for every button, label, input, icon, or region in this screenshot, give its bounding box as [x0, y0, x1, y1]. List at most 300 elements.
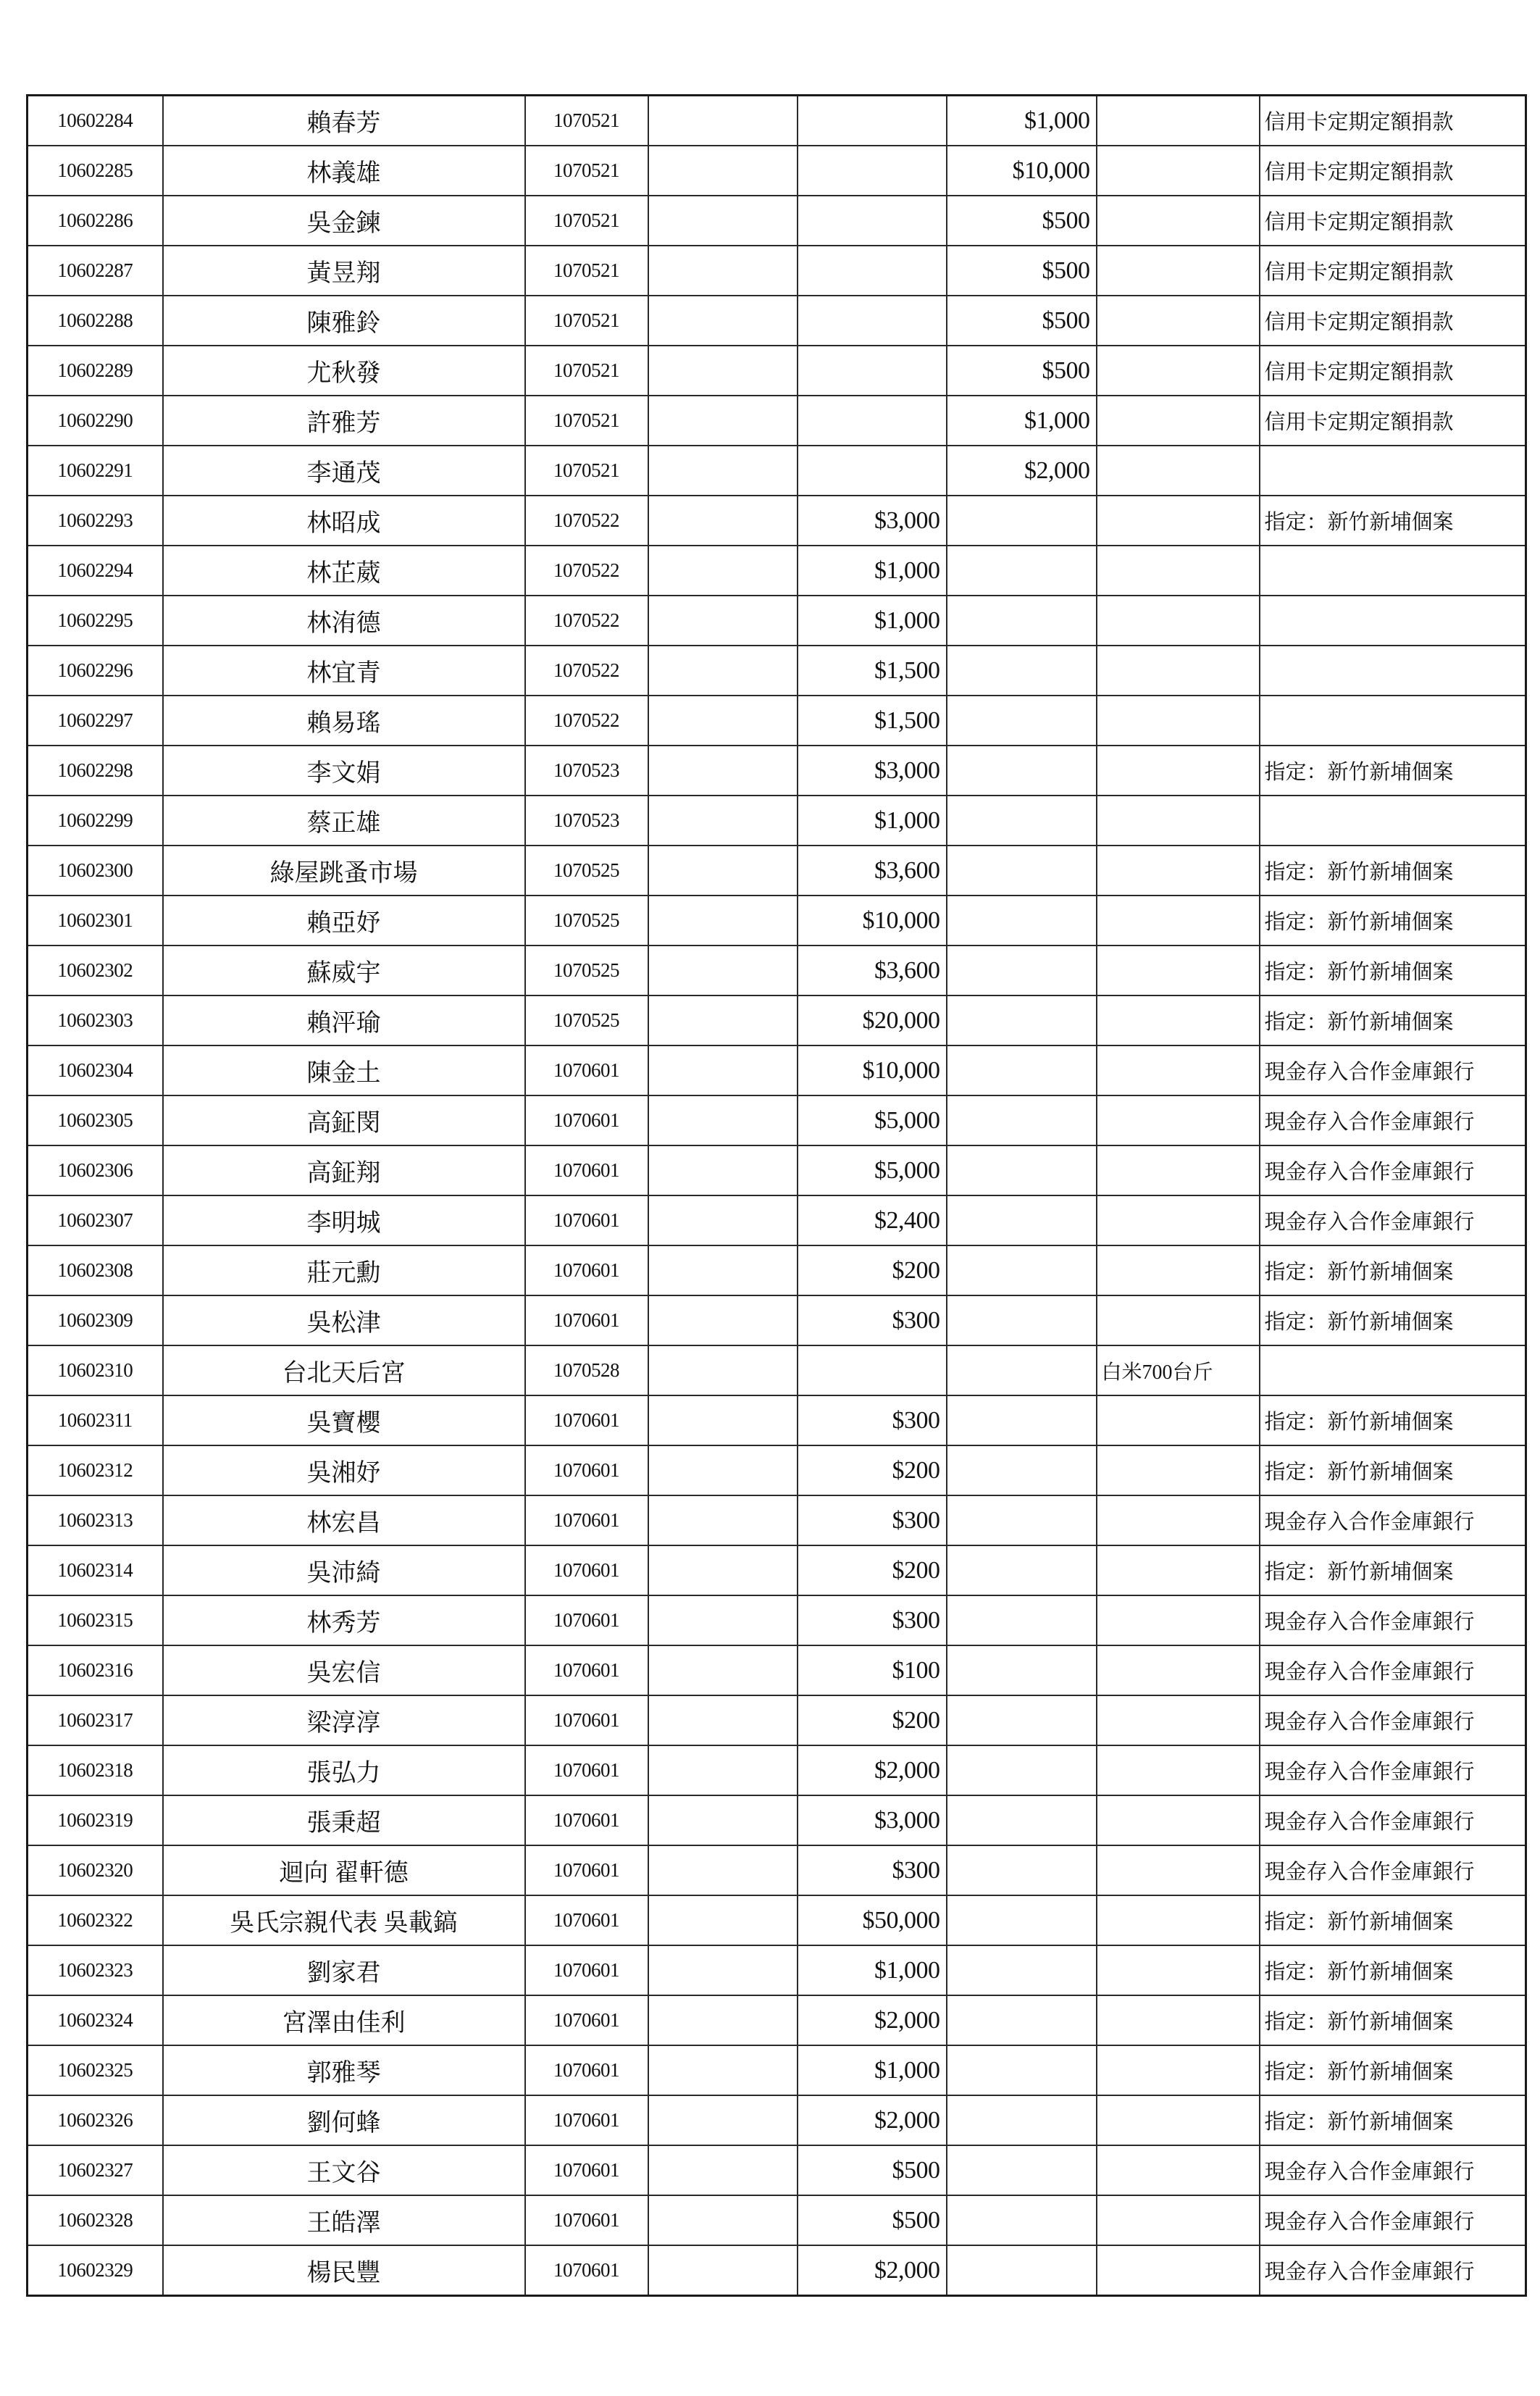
card-amount-cell: [947, 1445, 1097, 1495]
blank-cell: [648, 796, 798, 846]
amount-cell: $300: [798, 1845, 947, 1895]
donation-row: [28, 696, 1526, 746]
note-cell: 指定：新竹新埔個案: [1260, 1995, 1526, 2045]
card-amount-cell: [947, 546, 1097, 596]
in-kind-cell: [1097, 995, 1260, 1045]
card-amount-cell: [947, 1045, 1097, 1095]
donation-row: [28, 796, 1526, 846]
amount-cell: $3,600: [798, 846, 947, 896]
note-cell: 現金存入合作金庫銀行: [1260, 1795, 1526, 1845]
donor-name-cell: 宮澤由佳利: [163, 1995, 525, 2045]
card-amount-cell: [947, 2195, 1097, 2245]
donation-row: [28, 896, 1526, 946]
donor-id-cell: 10602291: [28, 446, 163, 496]
donor-id-cell: 10602310: [28, 1345, 163, 1395]
blank-cell: [648, 1995, 798, 2045]
blank-cell: [648, 1295, 798, 1345]
donation-date-cell: 1070601: [525, 1995, 648, 2045]
card-amount-cell: $1,000: [947, 396, 1097, 446]
card-amount-cell: [947, 1395, 1097, 1445]
donor-name-cell: 台北天后宮: [163, 1345, 525, 1395]
donor-id-cell: 10602322: [28, 1895, 163, 1945]
donor-id-cell: 10602304: [28, 1045, 163, 1095]
donor-name-cell: 林芷葳: [163, 546, 525, 596]
blank-cell: [648, 146, 798, 196]
note-cell: 現金存入合作金庫銀行: [1260, 1845, 1526, 1895]
donor-id-cell: 10602328: [28, 2195, 163, 2245]
donation-date-cell: 1070601: [525, 1445, 648, 1495]
card-amount-cell: [947, 2145, 1097, 2195]
amount-cell: $2,000: [798, 1995, 947, 2045]
note-cell: [1260, 696, 1526, 746]
amount-cell: $3,600: [798, 946, 947, 995]
note-cell: 現金存入合作金庫銀行: [1260, 1095, 1526, 1145]
donation-row: [28, 1545, 1526, 1595]
donation-row: [28, 146, 1526, 196]
card-amount-cell: [947, 2245, 1097, 2296]
donor-id-cell: 10602320: [28, 1845, 163, 1895]
blank-cell: [648, 196, 798, 246]
note-cell: 現金存入合作金庫銀行: [1260, 1145, 1526, 1195]
amount-cell: [798, 446, 947, 496]
donation-row: [28, 1095, 1526, 1145]
in-kind-cell: [1097, 1745, 1260, 1795]
in-kind-cell: [1097, 1595, 1260, 1645]
note-cell: [1260, 646, 1526, 696]
card-amount-cell: [947, 946, 1097, 995]
donor-name-cell: 尤秋發: [163, 346, 525, 396]
donor-id-cell: 10602299: [28, 796, 163, 846]
card-amount-cell: [947, 896, 1097, 946]
donation-row: [28, 1145, 1526, 1195]
blank-cell: [648, 1495, 798, 1545]
blank-cell: [648, 746, 798, 796]
in-kind-cell: [1097, 946, 1260, 995]
donor-name-cell: 賴春芳: [163, 96, 525, 146]
donation-date-cell: 1070601: [525, 1695, 648, 1745]
in-kind-cell: [1097, 1245, 1260, 1295]
blank-cell: [648, 2245, 798, 2296]
amount-cell: [798, 346, 947, 396]
donation-date-cell: 1070601: [525, 2195, 648, 2245]
blank-cell: [648, 1145, 798, 1195]
note-cell: 信用卡定期定額捐款: [1260, 146, 1526, 196]
card-amount-cell: [947, 995, 1097, 1045]
donation-date-cell: 1070521: [525, 196, 648, 246]
donation-row: [28, 1995, 1526, 2045]
in-kind-cell: [1097, 396, 1260, 446]
donor-name-cell: 張弘力: [163, 1745, 525, 1795]
in-kind-cell: [1097, 2245, 1260, 2296]
donation-row: [28, 246, 1526, 296]
blank-cell: [648, 396, 798, 446]
donation-date-cell: 1070521: [525, 246, 648, 296]
card-amount-cell: $1,000: [947, 96, 1097, 146]
donor-name-cell: 賴亞妤: [163, 896, 525, 946]
note-cell: 現金存入合作金庫銀行: [1260, 1645, 1526, 1695]
note-cell: 指定：新竹新埔個案: [1260, 2045, 1526, 2095]
blank-cell: [648, 1695, 798, 1745]
donor-id-cell: 10602293: [28, 496, 163, 546]
donation-row: [28, 2145, 1526, 2195]
amount-cell: $50,000: [798, 1895, 947, 1945]
donor-id-cell: 10602290: [28, 396, 163, 446]
donor-id-cell: 10602313: [28, 1495, 163, 1545]
blank-cell: [648, 96, 798, 146]
donor-id-cell: 10602305: [28, 1095, 163, 1145]
blank-cell: [648, 1445, 798, 1495]
note-cell: [1260, 596, 1526, 646]
card-amount-cell: $500: [947, 196, 1097, 246]
note-cell: 現金存入合作金庫銀行: [1260, 1695, 1526, 1745]
donor-name-cell: 賴泙瑜: [163, 995, 525, 1045]
donation-row: [28, 995, 1526, 1045]
note-cell: 現金存入合作金庫銀行: [1260, 2245, 1526, 2296]
donor-name-cell: 吳金鍊: [163, 196, 525, 246]
donor-id-cell: 10602329: [28, 2245, 163, 2296]
donation-date-cell: 1070521: [525, 296, 648, 346]
card-amount-cell: [947, 1795, 1097, 1845]
donor-name-cell: 陳雅鈴: [163, 296, 525, 346]
in-kind-cell: [1097, 796, 1260, 846]
donation-row: [28, 946, 1526, 995]
donor-name-cell: 張秉超: [163, 1795, 525, 1845]
note-cell: 指定：新竹新埔個案: [1260, 2095, 1526, 2145]
note-cell: 指定：新竹新埔個案: [1260, 946, 1526, 995]
amount-cell: $5,000: [798, 1095, 947, 1145]
amount-cell: $20,000: [798, 995, 947, 1045]
amount-cell: $2,000: [798, 2095, 947, 2145]
card-amount-cell: [947, 1095, 1097, 1145]
card-amount-cell: [947, 1245, 1097, 1295]
donation-row: [28, 646, 1526, 696]
donor-id-cell: 10602298: [28, 746, 163, 796]
donation-row: [28, 396, 1526, 446]
blank-cell: [648, 2045, 798, 2095]
donor-name-cell: 迴向 翟軒德: [163, 1845, 525, 1895]
blank-cell: [648, 296, 798, 346]
donation-date-cell: 1070601: [525, 1795, 648, 1845]
donor-id-cell: 10602309: [28, 1295, 163, 1345]
blank-cell: [648, 1845, 798, 1895]
note-cell: 現金存入合作金庫銀行: [1260, 1495, 1526, 1545]
note-cell: 現金存入合作金庫銀行: [1260, 1745, 1526, 1795]
donor-name-cell: 林宏昌: [163, 1495, 525, 1545]
donor-name-cell: 王文谷: [163, 2145, 525, 2195]
blank-cell: [648, 696, 798, 746]
donation-date-cell: 1070601: [525, 1745, 648, 1795]
blank-cell: [648, 2145, 798, 2195]
donation-date-cell: 1070601: [525, 1045, 648, 1095]
card-amount-cell: [947, 1345, 1097, 1395]
amount-cell: $3,000: [798, 496, 947, 546]
amount-cell: $2,400: [798, 1195, 947, 1245]
amount-cell: [798, 1345, 947, 1395]
card-amount-cell: [947, 1695, 1097, 1745]
donation-date-cell: 1070601: [525, 1495, 648, 1545]
card-amount-cell: [947, 1995, 1097, 2045]
donation-row: [28, 346, 1526, 396]
card-amount-cell: [947, 1895, 1097, 1945]
donation-row: [28, 746, 1526, 796]
in-kind-cell: [1097, 1795, 1260, 1845]
amount-cell: $100: [798, 1645, 947, 1695]
amount-cell: $1,000: [798, 596, 947, 646]
blank-cell: [648, 2095, 798, 2145]
blank-cell: [648, 1595, 798, 1645]
in-kind-cell: [1097, 1895, 1260, 1945]
donor-name-cell: 林宜青: [163, 646, 525, 696]
donation-row: [28, 596, 1526, 646]
donation-row: [28, 1845, 1526, 1895]
donation-date-cell: 1070601: [525, 1245, 648, 1295]
donor-name-cell: 高鉦閔: [163, 1095, 525, 1145]
donation-date-cell: 1070521: [525, 146, 648, 196]
donation-date-cell: 1070601: [525, 2145, 648, 2195]
card-amount-cell: $10,000: [947, 146, 1097, 196]
in-kind-cell: [1097, 246, 1260, 296]
donation-date-cell: 1070601: [525, 1945, 648, 1995]
amount-cell: [798, 196, 947, 246]
in-kind-cell: [1097, 1545, 1260, 1595]
donor-name-cell: 楊民豐: [163, 2245, 525, 2296]
in-kind-cell: [1097, 146, 1260, 196]
donation-row: [28, 96, 1526, 146]
note-cell: 現金存入合作金庫銀行: [1260, 1595, 1526, 1645]
blank-cell: [648, 1095, 798, 1145]
donor-name-cell: 吳湘妤: [163, 1445, 525, 1495]
in-kind-cell: [1097, 2195, 1260, 2245]
note-cell: 現金存入合作金庫銀行: [1260, 1195, 1526, 1245]
donation-date-cell: 1070601: [525, 1895, 648, 1945]
donation-row: [28, 1945, 1526, 1995]
donation-date-cell: 1070601: [525, 1595, 648, 1645]
card-amount-cell: [947, 1945, 1097, 1995]
in-kind-cell: [1097, 596, 1260, 646]
card-amount-cell: [947, 2095, 1097, 2145]
donor-id-cell: 10602289: [28, 346, 163, 396]
in-kind-cell: [1097, 646, 1260, 696]
amount-cell: $1,000: [798, 2045, 947, 2095]
donor-name-cell: 林秀芳: [163, 1595, 525, 1645]
card-amount-cell: [947, 596, 1097, 646]
card-amount-cell: [947, 1845, 1097, 1895]
donor-id-cell: 10602327: [28, 2145, 163, 2195]
amount-cell: [798, 296, 947, 346]
donation-row: [28, 2045, 1526, 2095]
donation-row: [28, 1295, 1526, 1345]
blank-cell: [648, 646, 798, 696]
amount-cell: $1,000: [798, 796, 947, 846]
donor-name-cell: 李通茂: [163, 446, 525, 496]
donor-name-cell: 吳松津: [163, 1295, 525, 1345]
note-cell: 指定：新竹新埔個案: [1260, 496, 1526, 546]
in-kind-cell: [1097, 96, 1260, 146]
donation-row: [28, 1895, 1526, 1945]
amount-cell: $2,000: [798, 1745, 947, 1795]
in-kind-cell: [1097, 346, 1260, 396]
donor-name-cell: 蔡正雄: [163, 796, 525, 846]
donation-date-cell: 1070601: [525, 1845, 648, 1895]
in-kind-cell: [1097, 2045, 1260, 2095]
note-cell: 指定：新竹新埔個案: [1260, 1945, 1526, 1995]
donor-name-cell: 梁淳淳: [163, 1695, 525, 1745]
amount-cell: $300: [798, 1395, 947, 1445]
table-body: [28, 96, 1526, 2296]
amount-cell: $200: [798, 1695, 947, 1745]
card-amount-cell: [947, 1745, 1097, 1795]
donor-id-cell: 10602284: [28, 96, 163, 146]
amount-cell: $300: [798, 1595, 947, 1645]
donor-id-cell: 10602301: [28, 896, 163, 946]
donor-name-cell: 吳寶櫻: [163, 1395, 525, 1445]
donor-name-cell: 莊元勳: [163, 1245, 525, 1295]
note-cell: 信用卡定期定額捐款: [1260, 96, 1526, 146]
in-kind-cell: [1097, 1445, 1260, 1495]
donor-id-cell: 10602300: [28, 846, 163, 896]
blank-cell: [648, 446, 798, 496]
donation-date-cell: 1070521: [525, 446, 648, 496]
note-cell: 信用卡定期定額捐款: [1260, 196, 1526, 246]
note-cell: 指定：新竹新埔個案: [1260, 1445, 1526, 1495]
donor-id-cell: 10602323: [28, 1945, 163, 1995]
note-cell: 現金存入合作金庫銀行: [1260, 2145, 1526, 2195]
donation-date-cell: 1070601: [525, 1195, 648, 1245]
blank-cell: [648, 1945, 798, 1995]
donor-name-cell: 賴易瑤: [163, 696, 525, 746]
donor-id-cell: 10602306: [28, 1145, 163, 1195]
note-cell: [1260, 796, 1526, 846]
donation-row: [28, 196, 1526, 246]
donation-date-cell: 1070523: [525, 746, 648, 796]
donor-id-cell: 10602317: [28, 1695, 163, 1745]
blank-cell: [648, 1245, 798, 1295]
in-kind-cell: [1097, 1995, 1260, 2045]
amount-cell: $200: [798, 1245, 947, 1295]
amount-cell: $3,000: [798, 746, 947, 796]
donation-date-cell: 1070601: [525, 2045, 648, 2095]
donation-row: [28, 1795, 1526, 1845]
donor-name-cell: 吳氏宗親代表 吳載鎬: [163, 1895, 525, 1945]
donor-id-cell: 10602312: [28, 1445, 163, 1495]
blank-cell: [648, 1795, 798, 1845]
note-cell: [1260, 446, 1526, 496]
blank-cell: [648, 995, 798, 1045]
donation-row: [28, 1595, 1526, 1645]
blank-cell: [648, 1545, 798, 1595]
card-amount-cell: [947, 646, 1097, 696]
in-kind-cell: [1097, 896, 1260, 946]
card-amount-cell: [947, 1545, 1097, 1595]
card-amount-cell: [947, 1295, 1097, 1345]
amount-cell: $1,500: [798, 646, 947, 696]
in-kind-cell: [1097, 746, 1260, 796]
donor-id-cell: 10602324: [28, 1995, 163, 2045]
note-cell: 指定：新竹新埔個案: [1260, 746, 1526, 796]
blank-cell: [648, 596, 798, 646]
card-amount-cell: $500: [947, 246, 1097, 296]
donation-date-cell: 1070522: [525, 546, 648, 596]
in-kind-cell: [1097, 1645, 1260, 1695]
card-amount-cell: [947, 2045, 1097, 2095]
blank-cell: [648, 1395, 798, 1445]
blank-cell: [648, 546, 798, 596]
donor-id-cell: 10602303: [28, 995, 163, 1045]
in-kind-cell: [1097, 1395, 1260, 1445]
note-cell: 指定：新竹新埔個案: [1260, 1895, 1526, 1945]
donor-id-cell: 10602296: [28, 646, 163, 696]
note-cell: 信用卡定期定額捐款: [1260, 396, 1526, 446]
note-cell: 指定：新竹新埔個案: [1260, 1245, 1526, 1295]
amount-cell: [798, 146, 947, 196]
amount-cell: $1,500: [798, 696, 947, 746]
donor-name-cell: 劉何蜂: [163, 2095, 525, 2145]
donation-row: [28, 1395, 1526, 1445]
card-amount-cell: [947, 1595, 1097, 1645]
donor-id-cell: 10602295: [28, 596, 163, 646]
blank-cell: [648, 846, 798, 896]
donor-name-cell: 吳沛綺: [163, 1545, 525, 1595]
donor-name-cell: 郭雅琴: [163, 2045, 525, 2095]
donor-id-cell: 10602326: [28, 2095, 163, 2145]
donation-row: [28, 1045, 1526, 1095]
donation-date-cell: 1070521: [525, 346, 648, 396]
amount-cell: $500: [798, 2145, 947, 2195]
donation-row: [28, 296, 1526, 346]
donor-name-cell: 綠屋跳蚤市場: [163, 846, 525, 896]
donor-name-cell: 林義雄: [163, 146, 525, 196]
in-kind-cell: [1097, 1295, 1260, 1345]
donor-id-cell: 10602287: [28, 246, 163, 296]
in-kind-cell: [1097, 2095, 1260, 2145]
donation-table: [26, 94, 1527, 2297]
donation-row: [28, 2095, 1526, 2145]
in-kind-cell: [1097, 1495, 1260, 1545]
donor-id-cell: 10602288: [28, 296, 163, 346]
card-amount-cell: [947, 1195, 1097, 1245]
amount-cell: $1,000: [798, 1945, 947, 1995]
donor-name-cell: 劉家君: [163, 1945, 525, 1995]
in-kind-cell: [1097, 446, 1260, 496]
note-cell: 信用卡定期定額捐款: [1260, 296, 1526, 346]
donation-row: [28, 1495, 1526, 1545]
blank-cell: [648, 2195, 798, 2245]
donation-row: [28, 1445, 1526, 1495]
donation-date-cell: 1070521: [525, 396, 648, 446]
donor-id-cell: 10602316: [28, 1645, 163, 1695]
donation-row: [28, 2195, 1526, 2245]
donation-date-cell: 1070601: [525, 1095, 648, 1145]
note-cell: [1260, 1345, 1526, 1395]
donation-date-cell: 1070522: [525, 496, 648, 546]
in-kind-cell: [1097, 1195, 1260, 1245]
donation-date-cell: 1070525: [525, 896, 648, 946]
donation-row: [28, 546, 1526, 596]
note-cell: 現金存入合作金庫銀行: [1260, 2195, 1526, 2245]
donation-row: [28, 1695, 1526, 1745]
donor-name-cell: 高鉦翔: [163, 1145, 525, 1195]
donation-row: [28, 846, 1526, 896]
donor-id-cell: 10602314: [28, 1545, 163, 1595]
amount-cell: $200: [798, 1545, 947, 1595]
amount-cell: [798, 96, 947, 146]
donation-date-cell: 1070601: [525, 1295, 648, 1345]
donor-id-cell: 10602319: [28, 1795, 163, 1845]
donor-id-cell: 10602307: [28, 1195, 163, 1245]
note-cell: 指定：新竹新埔個案: [1260, 995, 1526, 1045]
donor-name-cell: 許雅芳: [163, 396, 525, 446]
donation-date-cell: 1070522: [525, 696, 648, 746]
